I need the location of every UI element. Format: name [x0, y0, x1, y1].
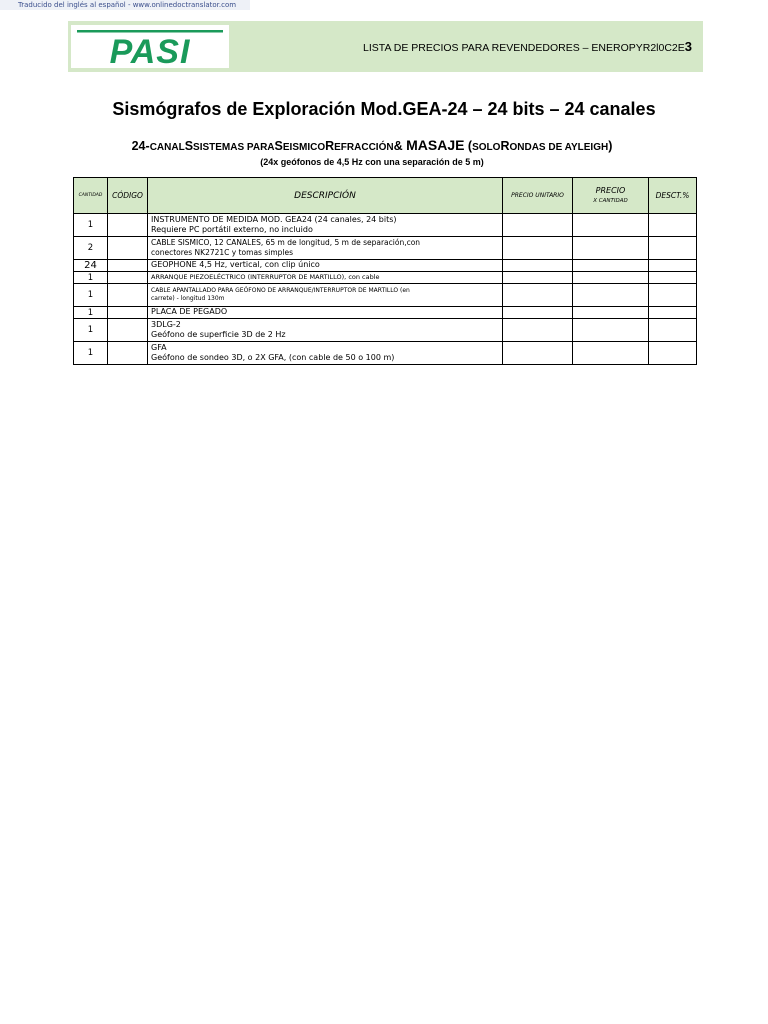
row-discount: [649, 284, 697, 307]
row-code: [108, 237, 148, 260]
row-qty: 1: [74, 319, 108, 342]
row-price: [573, 342, 649, 365]
row-qty: 1: [74, 272, 108, 284]
row-discount: [649, 272, 697, 284]
row-unit-price: [503, 307, 573, 319]
document-header: [68, 21, 703, 72]
row-unit-price: [503, 237, 573, 260]
header-price: PRECIO X CANTIDAD: [573, 178, 649, 214]
row-unit-price: [503, 260, 573, 272]
row-discount: [649, 319, 697, 342]
row-qty: 1: [74, 284, 108, 307]
row-code: [108, 284, 148, 307]
row-discount: [649, 260, 697, 272]
row-description: ARRANQUE PIEZOELÉCTRICO (INTERRUPTOR DE MARTILLO), con cable: [148, 272, 503, 284]
row-description: 3DLG-2 Geófono de superficie 3D de 2 Hz: [148, 319, 503, 342]
table-row: [74, 284, 697, 307]
row-price: [573, 319, 649, 342]
header-unit-price: PRECIO UNITARIO: [503, 178, 573, 214]
row-unit-price: [503, 214, 573, 237]
table-row: [74, 260, 697, 272]
header-title: LISTA DE PRECIOS PARA REVENDEDORES – ENEROPYR2l0C2E3: [363, 39, 692, 54]
row-description: INSTRUMENTO DE MEDIDA MOD. GEA24 (24 canales, 24 bits) Requiere PC portátil externo, no incluido: [148, 214, 503, 237]
row-price: [573, 237, 649, 260]
translation-banner[interactable]: Traducido del inglés al español - www.onlinedoctranslator.com: [0, 0, 250, 10]
row-discount: [649, 307, 697, 319]
table-row: [74, 214, 697, 237]
row-description: GEOPHONE 4,5 Hz, vertical, con clip único: [148, 260, 503, 272]
row-discount: [649, 237, 697, 260]
row-unit-price: [503, 342, 573, 365]
table-row: [74, 319, 697, 342]
header-discount: DESCT.%: [649, 178, 697, 214]
row-unit-price: [503, 319, 573, 342]
row-qty: 2: [74, 237, 108, 260]
table-header-row: [74, 178, 697, 214]
row-code: [108, 342, 148, 365]
row-discount: [649, 342, 697, 365]
logo-text: PASI: [109, 33, 191, 68]
row-code: [108, 260, 148, 272]
page-title: Sismógrafos de Exploración Mod.GEA-24 – 24 bits – 24 canales: [112, 99, 656, 119]
price-table: [73, 177, 697, 365]
pasi-logo: [71, 25, 229, 68]
row-code: [108, 272, 148, 284]
row-unit-price: [503, 284, 573, 307]
table-row: [74, 237, 697, 260]
table-row: [74, 272, 697, 284]
row-code: [108, 307, 148, 319]
row-qty: 1: [74, 342, 108, 365]
row-qty: 24: [74, 260, 108, 272]
header-code: CÓDIGO: [108, 178, 148, 214]
row-unit-price: [503, 272, 573, 284]
row-qty: 1: [74, 214, 108, 237]
row-code: [108, 319, 148, 342]
table-row: [74, 307, 697, 319]
row-description: GFA Geófono de sondeo 3D, o 2X GFA, (con cable de 50 o 100 m): [148, 342, 503, 365]
table-row: [74, 342, 697, 365]
row-price: [573, 214, 649, 237]
row-price: [573, 272, 649, 284]
page-subtitle-note: (24x geófonos de 4,5 Hz con una separación de 5 m): [260, 157, 484, 167]
row-qty: 1: [74, 307, 108, 319]
row-description: PLACA DE PEGADO: [148, 307, 503, 319]
header-qty: CANTIDAD: [74, 178, 108, 214]
page-subtitle: 24-CANALSSISTEMAS PARASEISMICOREFRACCIÓN& MASAJE (SOLORONDAS DE AYLEIGH): [131, 137, 613, 153]
row-discount: [649, 214, 697, 237]
row-code: [108, 214, 148, 237]
header-description: DESCRIPCIÓN: [148, 178, 503, 214]
row-price: [573, 284, 649, 307]
row-price: [573, 260, 649, 272]
pasi-logo-graphic: [71, 25, 229, 68]
row-price: [573, 307, 649, 319]
row-description: CABLE APANTALLADO PARA GEÓFONO DE ARRANQUE/INTERRUPTOR DE MARTILLO (en carrete) - longitud 130m: [148, 284, 503, 307]
row-description: CABLE SISMICO, 12 CANALES, 65 m de longitud, 5 m de separación,con conectores NK2721C y tomas simples: [148, 237, 503, 260]
